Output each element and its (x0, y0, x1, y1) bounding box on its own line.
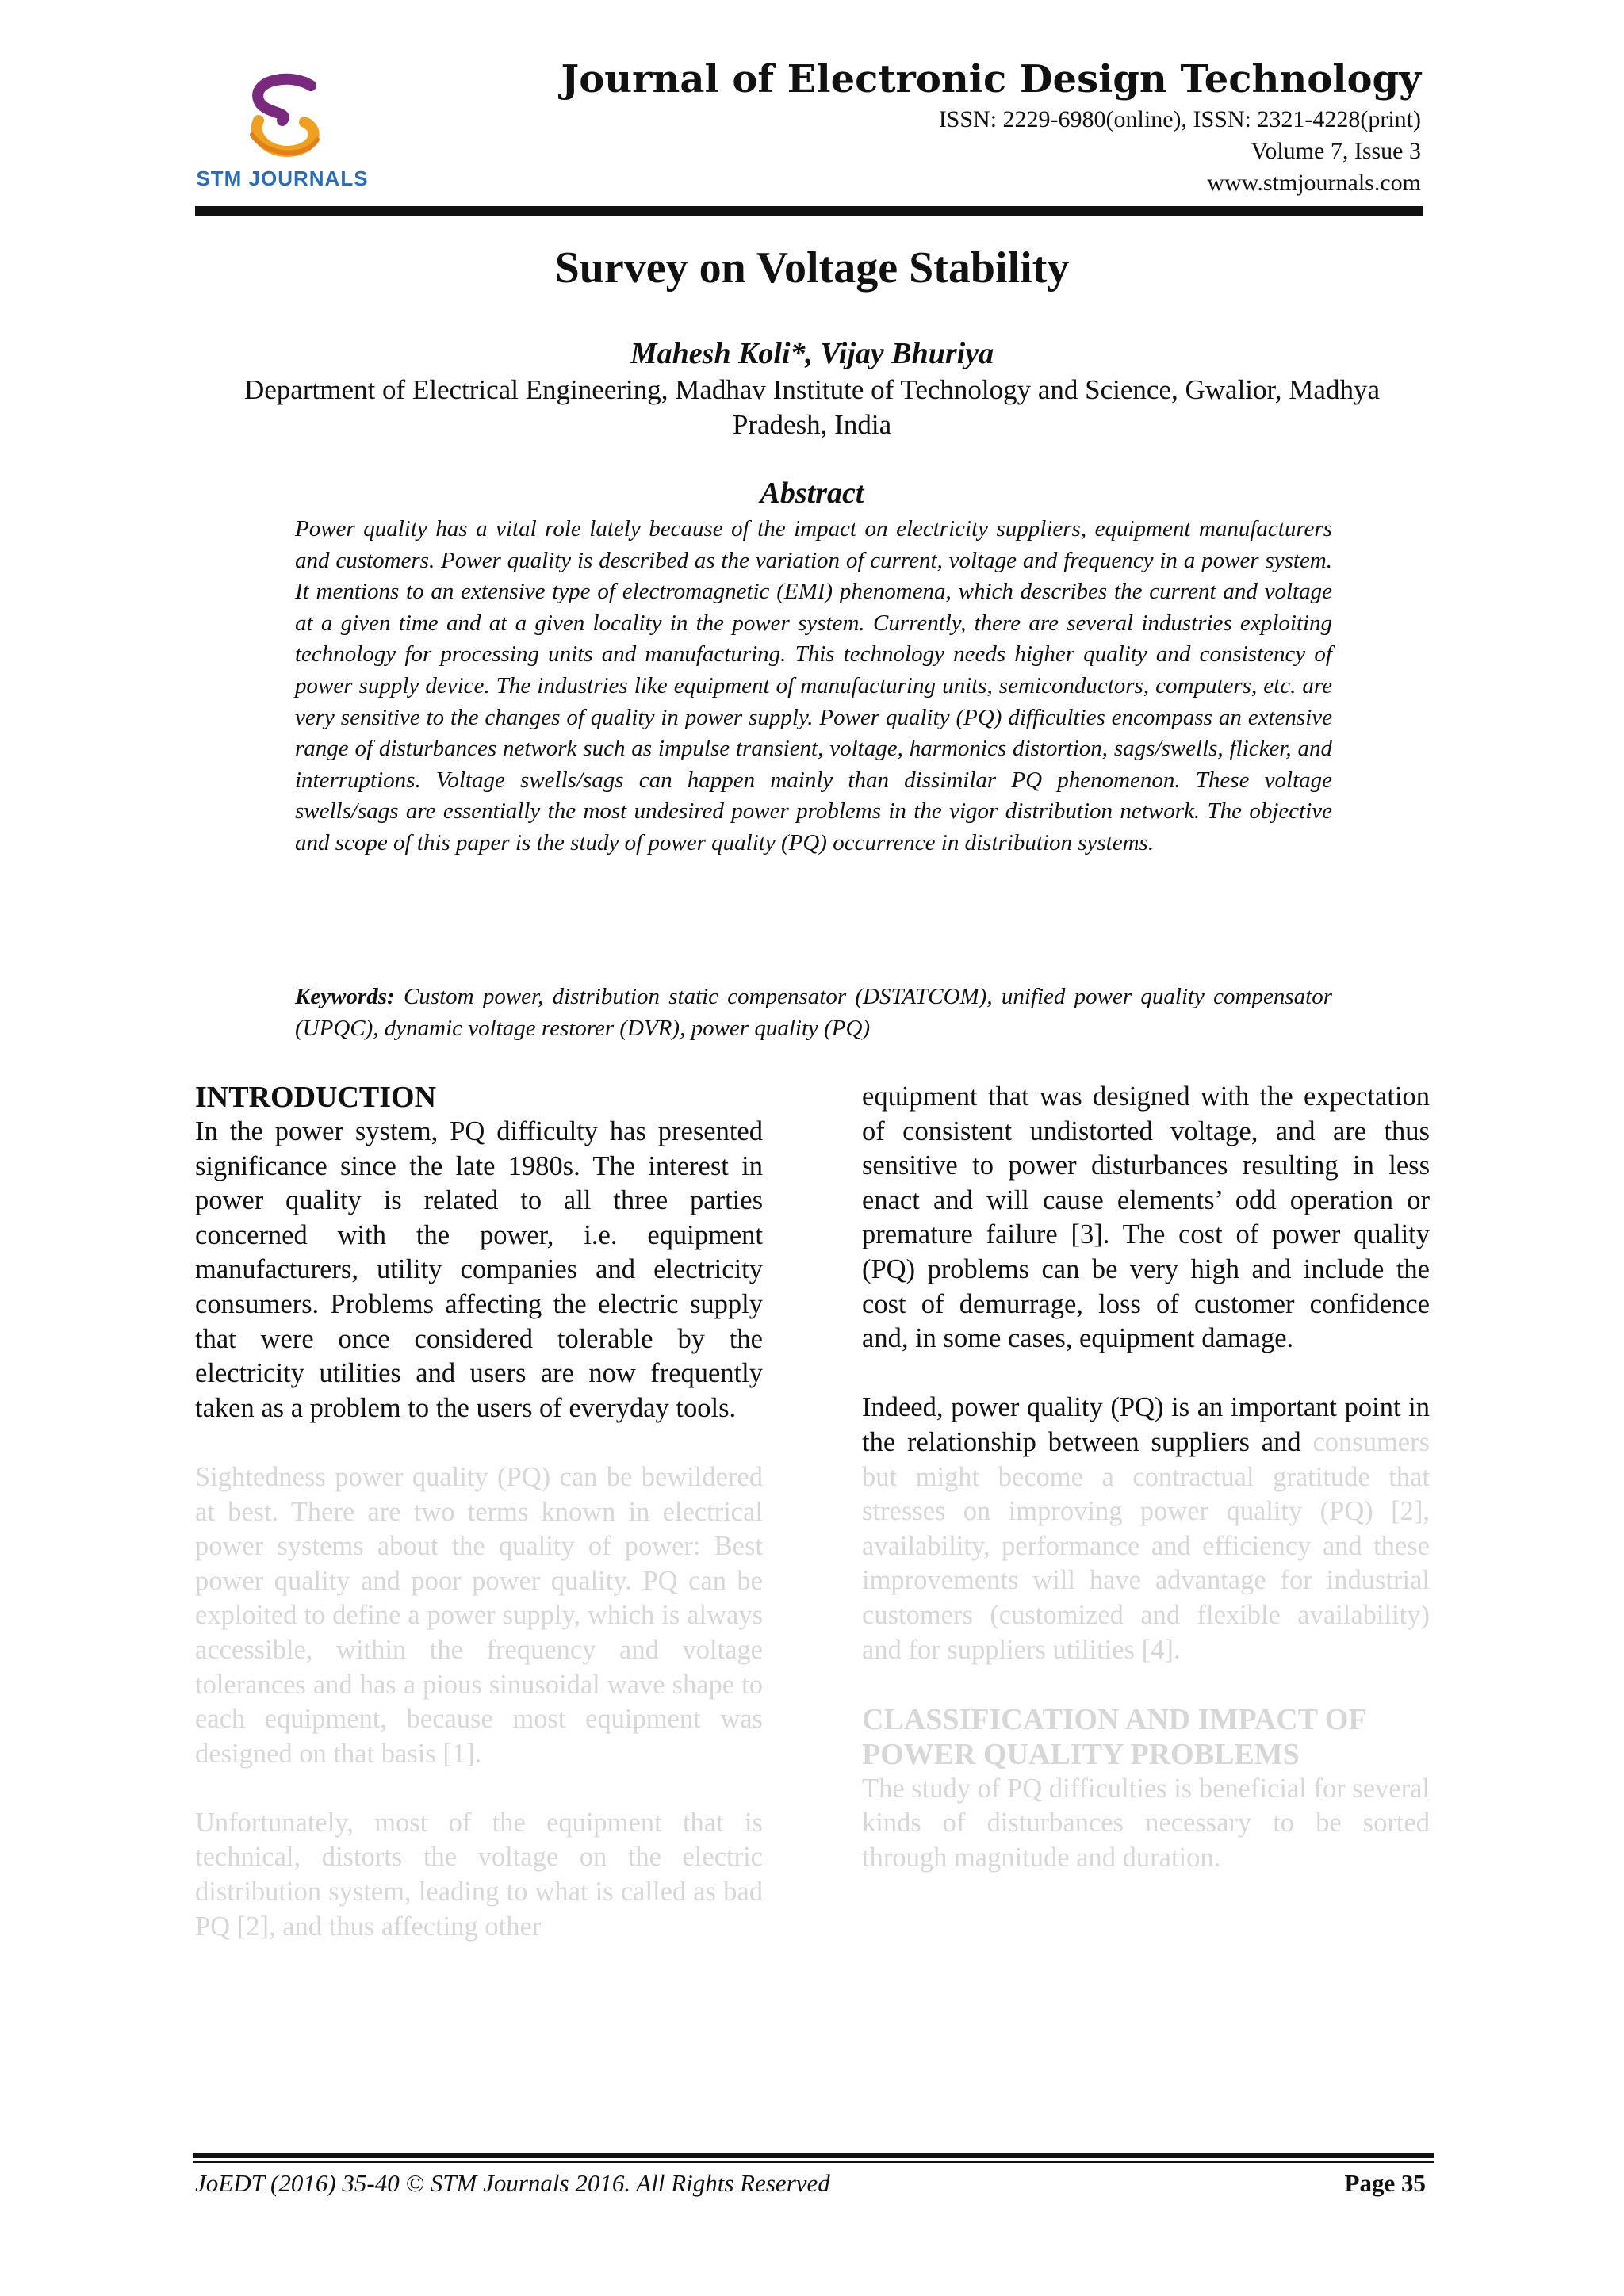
paragraph-gap (862, 1667, 1430, 1702)
right-paragraph-1: equipment that was designed with the expectation of consistent undistorted voltage, and are thus sensitive to power disturbances resulting in less enact and will cause elements’ odd operation or premature failure [3]. The cost of power quality (PQ) problems can be very high and include the cost of demurrage, loss of customer confidence and, in some cases, equipment damage. (862, 1081, 1430, 1354)
intro-paragraph-2: Sightedness power quality (PQ) can be bewildered at best. There are two terms known in electrical power systems about the quality of power: Best power quality and poor power quality. PQ can be exploited to define a power supply, which is always accessible, within the frequency and voltage tolerances and has a pious sinusoidal wave shape to each equipment, because most equipment was designed on that basis [1]. (195, 1461, 763, 1769)
paragraph-gap (862, 1357, 1430, 1391)
intro-paragraph-3: Unfortunately, most of the equipment that is technical, distorts the voltage on the electric distribution system, leading to what is called as bad PQ [2], and thus affecting other (195, 1807, 763, 1942)
footer-rule-thin (193, 2161, 1434, 2163)
volume-line: Volume 7, Issue 3 (1251, 138, 1421, 164)
right-paragraph-2 (862, 1391, 1430, 1667)
abstract-text: Power quality has a vital role lately because of the impact on electricity suppliers, equipment manufacturers and customers. Power quality is described as the variation of current, voltage and frequency in a power system. It mentions to an extensive type of electromagnetic (EMI) phenomena, which describes the current and voltage at a given time and at a given locality in the power system. Currently, there are several industries exploiting technology for processing units and manufacturing. This technology needs higher quality and consistency of power supply device. The industries like equipment of manufacturing units, semiconductors, computers, etc. are very sensitive to the changes of quality in power supply. Power quality (PQ) difficulties encompass an extensive range of disturbances network such as impulse transient, voltage, harmonics distortion, sags/swells, flicker, and interruptions. Voltage swells/sags can happen mainly than dissimilar PQ phenomenon. These voltage swells/sags are essentially the most undesired power problems in the vigor distribution network. The objective and scope of this paper is the study of power quality (PQ) occurrence in distribution systems. (295, 516, 1332, 855)
keywords-label: Keywords: (295, 984, 395, 1009)
abstract-heading: Abstract (760, 476, 864, 510)
paragraph-gap (195, 1771, 763, 1806)
stm-s-logo-icon (235, 73, 330, 165)
paper-authors: Mahesh Koli*, Vijay Bhuriya (630, 337, 994, 370)
footer-rule-thick (193, 2153, 1434, 2158)
website-link[interactable]: www.stmjournals.com (1207, 170, 1421, 196)
header-rule (195, 206, 1423, 216)
paper-affiliation: Department of Electrical Engineering, Madhav Institute of Technology and Science, Gwalior, Madhya Pradesh, India (244, 374, 1380, 440)
journal-title: Journal of Electronic Design Technology (561, 57, 1421, 101)
right-paragraph-2-faded: consumers but might become a contractual gratitude that stresses on improving power quality (PQ) [2], availability, performance and efficiency and these improvements will have advantage for industrial customers (customized and flexible availability) and for suppliers utilities [4]. (862, 1426, 1431, 1665)
keywords-text: Custom power, distribution static compensator (DSTATCOM), unified power quality compensator (UPQC), dynamic voltage restorer (DVR), power quality (PQ) (295, 984, 1333, 1041)
left-column (195, 1080, 763, 1944)
intro-paragraph-1: In the power system, PQ difficulty has presented significance since the late 1980s. The interest in power quality is related to all three parties concerned with the power, i.e. equipment manufacturers, utility companies and electricity consumers. Problems affecting the electric supply that were once considered tolerable by the electricity utilities and users are now frequently taken as a problem to the users of everyday tools. (195, 1116, 763, 1423)
footer-citation: JoEDT (2016) 35-40 © STM Journals 2016. All Rights Reserved (195, 2169, 830, 2197)
logo-text: STM JOURNALS (196, 166, 369, 190)
right-column (862, 1080, 1430, 1875)
keywords (295, 982, 1332, 1044)
right-paragraph-2-visible: Indeed, power quality (PQ) is an important point in the relationship between suppliers and (862, 1392, 1430, 1457)
introduction-heading: INTRODUCTION (195, 1081, 437, 1114)
paragraph-gap (195, 1425, 763, 1460)
classification-paragraph-1: The study of PQ difficulties is beneficial for several kinds of disturbances necessary to be sorted through magnitude and duration. (862, 1773, 1430, 1873)
stm-journals-logo (195, 73, 370, 200)
classification-heading: CLASSIFICATION AND IMPACT OF POWER QUALITY PROBLEMS (862, 1702, 1366, 1771)
page-number: Page 35 (1344, 2169, 1426, 2197)
paper-title: Survey on Voltage Stability (554, 243, 1070, 293)
issn-line: ISSN: 2229-6980(online), ISSN: 2321-4228(print) (938, 106, 1421, 132)
